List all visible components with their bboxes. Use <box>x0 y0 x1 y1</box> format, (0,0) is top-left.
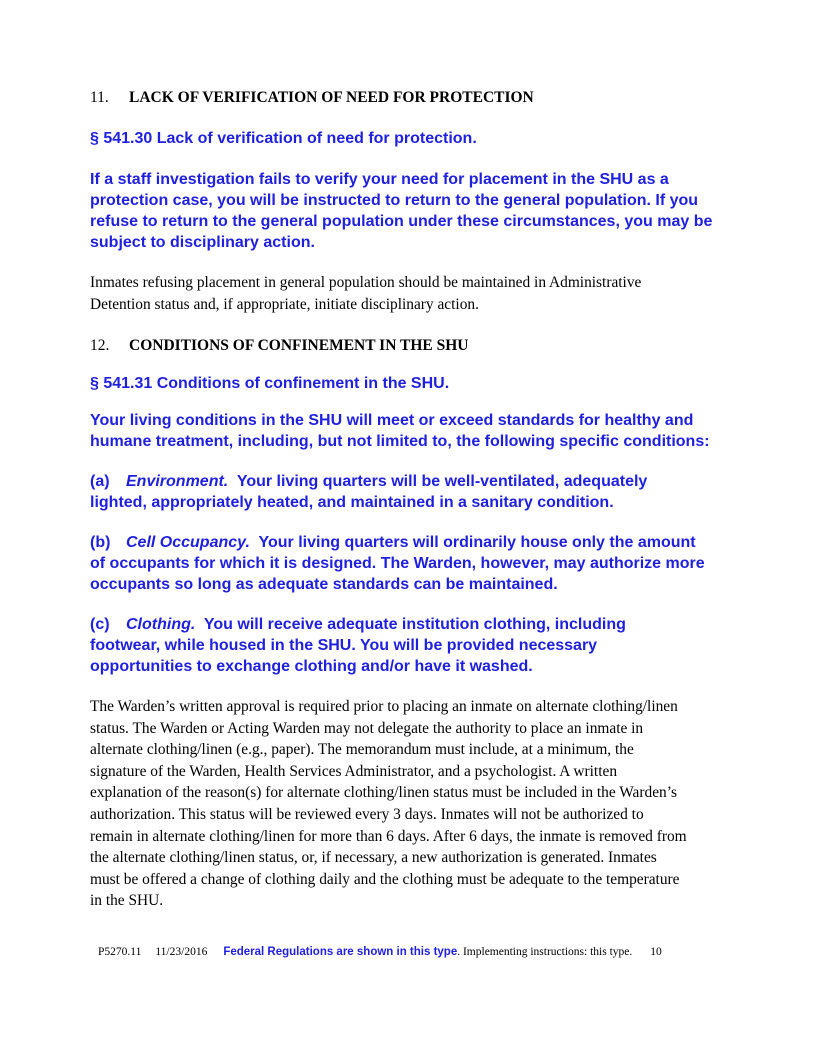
section-12-implementing-text <box>90 696 730 912</box>
section-11-number: 11. <box>90 89 109 106</box>
footer-page-number: 10 <box>650 946 662 958</box>
item-b-line1: Your living quarters will ordinarily house only the amount <box>249 534 696 551</box>
reg-item-b-cell-occupancy <box>90 532 730 595</box>
footer-regulation-note: Federal Regulations are shown in this type <box>223 946 458 958</box>
impl-line: remain in alternate clothing/linen for more than 6 days. After 6 days, the inmate is removed from <box>90 827 687 845</box>
impl-line: the alternate clothing/linen status, or, if necessary, a new authorization is generated. Inmates <box>90 849 657 867</box>
reg-line: If a staff investigation fails to verify your need for placement in the SHU as a <box>90 171 669 188</box>
reg-line: humane treatment, including, but not limited to, the following specific conditions: <box>90 433 710 450</box>
reg-541-30-text <box>90 169 730 253</box>
footer-date: 11/23/2016 <box>155 946 208 958</box>
page-footer <box>98 946 662 958</box>
impl-line: in the SHU. <box>90 892 164 910</box>
item-a-term: Environment. <box>126 473 229 490</box>
reg-heading-text: § 541.31 Conditions of confinement in the SHU. <box>90 375 450 392</box>
item-c-label: (c) <box>90 616 110 633</box>
impl-line: The Warden’s written approval is required prior to placing an inmate on alternate clothing/linen <box>90 698 678 715</box>
reg-541-31-heading <box>90 373 730 394</box>
reg-heading-text: § 541.30 Lack of verification of need for protection. <box>90 130 477 147</box>
impl-line: authorization. This status will be reviewed every 3 days. Inmates will not be authorized to <box>90 805 644 823</box>
impl-line: Inmates refusing placement in general population should be maintained in Administrative <box>90 274 642 291</box>
impl-line: alternate clothing/linen (e.g., paper). The memorandum must include, at a minimum, the <box>90 741 634 759</box>
impl-line: explanation of the reason(s) for alternate clothing/linen status must be included in the Warden’s <box>90 784 677 802</box>
reg-line: occupants so long as adequate standards can be maintained. <box>90 576 558 593</box>
impl-line: must be offered a change of clothing daily and the clothing must be adequate to the temperature <box>90 870 680 888</box>
reg-line: protection case, you will be instructed to return to the general population. If you <box>90 192 699 209</box>
reg-line: footwear, while housed in the SHU. You will be provided necessary <box>90 637 598 654</box>
item-c-line1: You will receive adequate institution clothing, including <box>195 616 626 633</box>
impl-line: status. The Warden or Acting Warden may not delegate the authority to place an inmate in <box>90 719 644 737</box>
item-a-label: (a) <box>90 473 110 490</box>
section-12-number: 12. <box>90 337 110 354</box>
reg-item-c-clothing <box>90 614 730 677</box>
item-b-term: Cell Occupancy. <box>126 534 250 551</box>
reg-line: subject to disciplinary action. <box>90 234 315 251</box>
reg-line: opportunities to exchange clothing and/or have it washed. <box>90 658 533 675</box>
reg-541-31-intro <box>90 410 730 452</box>
item-c-term: Clothing. <box>126 616 196 633</box>
reg-541-30-heading <box>90 128 730 149</box>
section-11-implementing-text <box>90 272 730 315</box>
footer-doc-number: P5270.11 <box>98 946 142 958</box>
reg-line: refuse to return to the general population under these circumstances, you may be <box>90 213 713 230</box>
section-11-heading <box>90 89 534 107</box>
item-b-label: (b) <box>90 534 111 551</box>
footer-implementing-note: . Implementing instructions: this type. <box>457 946 633 958</box>
section-11-title: LACK OF VERIFICATION OF NEED FOR PROTECTION <box>129 89 534 106</box>
reg-item-a-environment <box>90 471 730 513</box>
impl-line: signature of the Warden, Health Services Administrator, and a psychologist. A written <box>90 762 618 780</box>
reg-line: of occupants for which it is designed. The Warden, however, may authorize more <box>90 555 705 572</box>
section-12-title: CONDITIONS OF CONFINEMENT IN THE SHU <box>129 337 469 354</box>
reg-line: lighted, appropriately heated, and maintained in a sanitary condition. <box>90 494 614 511</box>
section-12-heading <box>90 337 468 355</box>
item-a-line1: Your living quarters will be well-ventilated, adequately <box>228 473 648 490</box>
impl-line: Detention status and, if appropriate, initiate disciplinary action. <box>90 295 479 313</box>
reg-line: Your living conditions in the SHU will meet or exceed standards for healthy and <box>90 412 694 429</box>
